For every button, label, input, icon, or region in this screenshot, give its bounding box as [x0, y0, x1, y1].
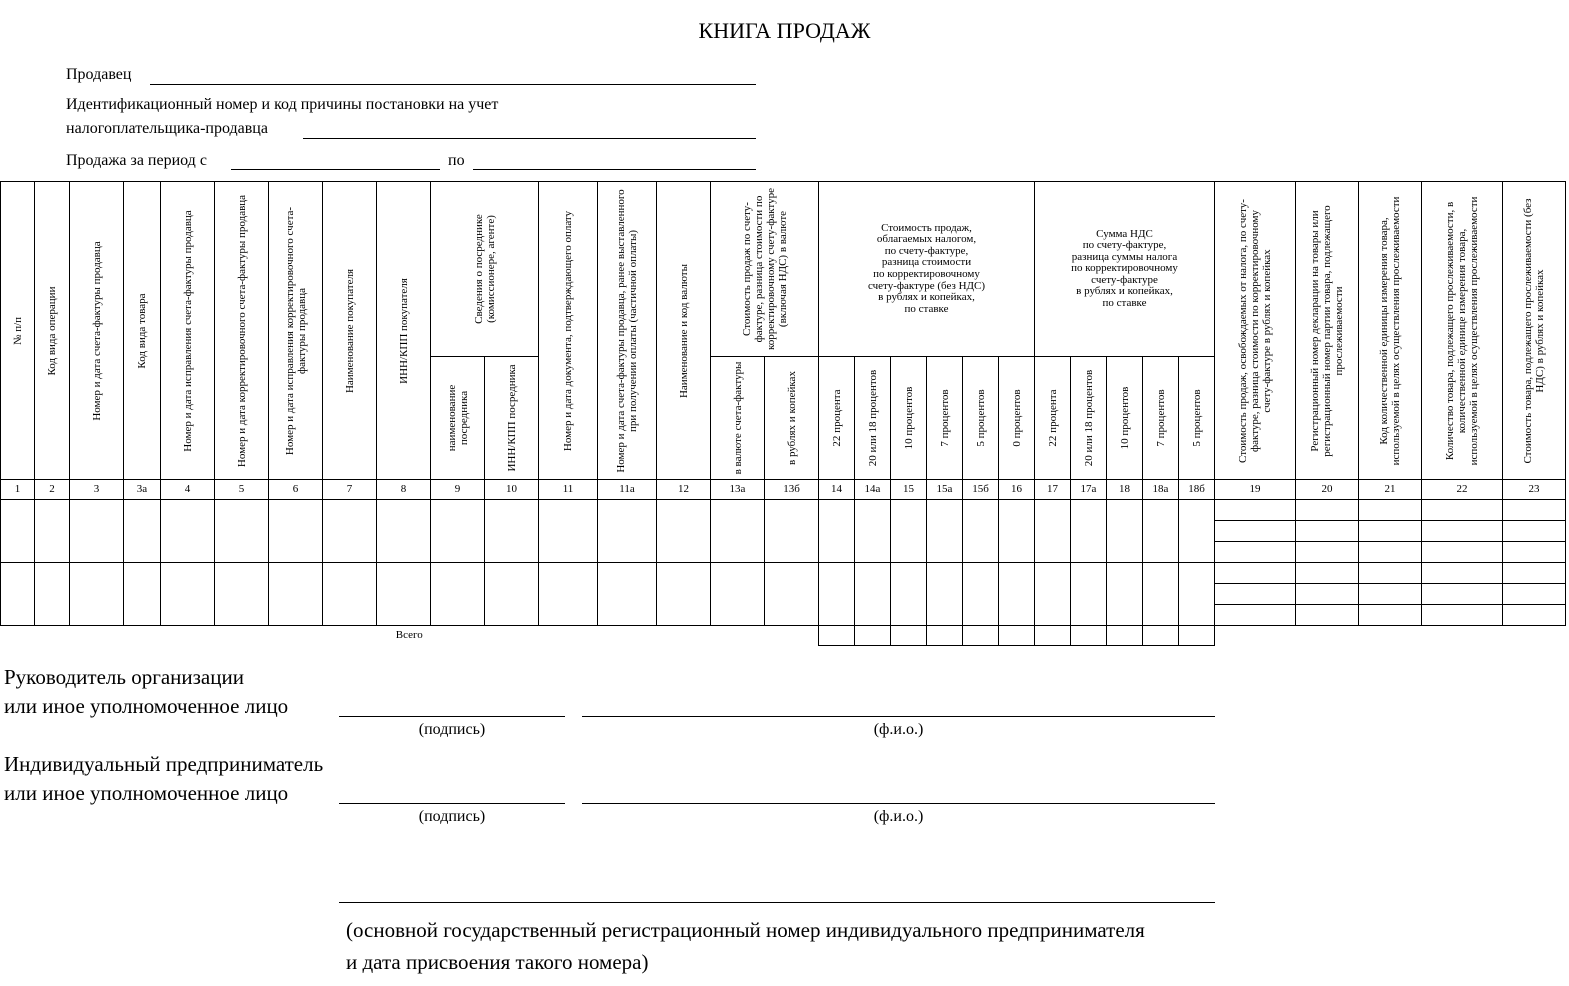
column-number-row [1, 480, 1566, 500]
table-cell[interactable] [70, 500, 124, 563]
column-number: 1 [1, 480, 35, 500]
total-cell[interactable] [1107, 626, 1143, 646]
table-cell[interactable] [1503, 542, 1566, 563]
total-label: Всего [1, 626, 819, 646]
period-label: Продажа за период с [66, 152, 207, 169]
header-value-rubles: в рублях и копейках [765, 357, 819, 480]
table-cell[interactable] [891, 500, 927, 563]
header-vat-7: 7 процентов [1143, 357, 1179, 480]
seller-label: Продавец [66, 66, 132, 83]
table-cell[interactable] [963, 563, 999, 626]
table-cell[interactable] [1215, 521, 1296, 542]
header-invoice-number-date: Номер и дата счета-фактуры продавца [70, 182, 124, 480]
ip-fio-caption: (ф.и.о.) [873, 808, 924, 825]
ip-signature-caption: (подпись) [418, 808, 486, 825]
header-sales-value-group: Стоимость продаж по счету-фактуре, разница стоимости по корректировочному счету-фактуре (включая НДС) в валюте [711, 182, 819, 357]
table-cell[interactable] [269, 500, 323, 563]
table-cell[interactable] [1107, 500, 1143, 563]
column-number: 13б [765, 480, 819, 500]
table-cell[interactable] [269, 563, 323, 626]
table-cell[interactable] [657, 563, 711, 626]
column-number: 15а [927, 480, 963, 500]
header-vat-22: 22 процента [1035, 357, 1071, 480]
column-number: 3а [124, 480, 161, 500]
table-cell[interactable] [1296, 500, 1359, 521]
header-taxable-20-18: 20 или 18 процентов [855, 357, 891, 480]
table-cell[interactable] [1143, 563, 1179, 626]
table-cell[interactable] [1215, 500, 1296, 521]
table-row [1, 500, 1566, 521]
column-number: 18 [1107, 480, 1143, 500]
column-number: 8 [377, 480, 431, 500]
column-number: 18а [1143, 480, 1179, 500]
table-cell[interactable] [1422, 542, 1503, 563]
period-to-field[interactable] [473, 169, 756, 170]
total-cell[interactable] [927, 626, 963, 646]
table-cell[interactable] [323, 563, 377, 626]
inn-field[interactable] [303, 138, 756, 139]
column-number: 19 [1215, 480, 1296, 500]
head-label-line2: или иное уполномоченное лицо [4, 694, 289, 718]
header-prepayment-invoice: Номер и дата счета-фактуры продавца, ранее выставленного при получении оплаты (частичной оплаты) [598, 182, 657, 480]
column-number: 10 [485, 480, 539, 500]
table-cell[interactable] [35, 500, 70, 563]
column-number: 23 [1503, 480, 1566, 500]
table-cell[interactable] [657, 500, 711, 563]
table-cell[interactable] [215, 500, 269, 563]
table-cell[interactable] [1, 563, 35, 626]
table-cell[interactable] [431, 563, 485, 626]
table-cell[interactable] [819, 563, 855, 626]
total-cell[interactable] [999, 626, 1035, 646]
table-cell[interactable] [598, 500, 657, 563]
header-taxable-10: 10 процентов [891, 357, 927, 480]
column-number: 21 [1359, 480, 1422, 500]
column-number: 20 [1296, 480, 1359, 500]
total-cell[interactable] [855, 626, 891, 646]
table-cell[interactable] [1, 500, 35, 563]
column-number: 3 [70, 480, 124, 500]
seller-field[interactable] [150, 84, 756, 85]
header-operation-code: Код вида операции [35, 182, 70, 480]
table-cell[interactable] [1359, 584, 1422, 605]
table-cell[interactable] [1359, 521, 1422, 542]
sales-book-table [0, 181, 1566, 646]
head-fio-field[interactable] [582, 716, 1215, 717]
header-vat-20-18: 20 или 18 процентов [1071, 357, 1107, 480]
table-cell[interactable] [598, 563, 657, 626]
header-traceable-value: Стоимость товара, подлежащего прослеживаемости (без НДС) в рублях и копейках [1503, 182, 1566, 480]
column-number: 18б [1179, 480, 1215, 500]
header-intermediary-inn: ИНН/КПП посредника [485, 357, 539, 480]
table-cell[interactable] [765, 563, 819, 626]
table-cell[interactable] [215, 563, 269, 626]
table-cell[interactable] [1143, 500, 1179, 563]
table-cell[interactable] [1215, 605, 1296, 626]
head-signature-caption: (подпись) [418, 721, 486, 738]
header-vat-10: 10 процентов [1107, 357, 1143, 480]
head-signature-field[interactable] [339, 716, 565, 717]
column-number: 14а [855, 480, 891, 500]
table-cell[interactable] [927, 500, 963, 563]
ip-fio-field[interactable] [582, 803, 1215, 804]
table-cell[interactable] [1359, 605, 1422, 626]
header-goods-type-code: Код вида товара [124, 182, 161, 480]
table-cell[interactable] [1359, 563, 1422, 584]
column-number: 15б [963, 480, 999, 500]
header-taxable-7: 7 процентов [927, 357, 963, 480]
table-cell[interactable] [1296, 563, 1359, 584]
column-number: 11 [539, 480, 598, 500]
total-cell[interactable] [963, 626, 999, 646]
table-cell[interactable] [124, 563, 161, 626]
column-number: 15 [891, 480, 927, 500]
table-cell[interactable] [485, 500, 539, 563]
total-cell[interactable] [1071, 626, 1107, 646]
column-number: 7 [323, 480, 377, 500]
table-cell[interactable] [819, 500, 855, 563]
column-number: 12 [657, 480, 711, 500]
table-cell[interactable] [855, 500, 891, 563]
column-number: 22 [1422, 480, 1503, 500]
header-exempt-sales: Стоимость продаж, освобождаемых от налога, по счету-фактуре, разница стоимости по корректировочному счету-фактуре в рублях и копейках [1215, 182, 1296, 480]
column-number: 4 [161, 480, 215, 500]
inn-label-line2: налогоплательщика-продавца [66, 120, 268, 137]
header-intermediary-name: наименование посредника [431, 357, 485, 480]
table-cell[interactable] [1179, 500, 1215, 563]
table-cell[interactable] [855, 563, 891, 626]
total-cell[interactable] [1179, 626, 1215, 646]
header-payment-document: Номер и дата документа, подтверждающего оплату [539, 182, 598, 480]
table-row [1, 563, 1566, 584]
total-cell[interactable] [1035, 626, 1071, 646]
table-cell[interactable] [377, 563, 431, 626]
header-taxable-22: 22 процента [819, 357, 855, 480]
header-declaration-number: Регистрационный номер декларации на товары или регистрационный номер партии товара, подлежащего прослеживаемости [1296, 182, 1359, 480]
table-cell[interactable] [891, 563, 927, 626]
ogrn-caption-line1: (основной государственный регистрационный номер индивидуального предпринимателя [346, 918, 1145, 942]
header-vat-amount-group: Сумма НДС по счету-фактуре, разница суммы налога по корректировочному счету-фактуре в рублях и копейках, по ставке [1035, 182, 1215, 357]
total-cell[interactable] [1143, 626, 1179, 646]
header-vat-5: 5 процентов [1179, 357, 1215, 480]
header-buyer-inn: ИНН/КПП покупателя [377, 182, 431, 480]
page-title: КНИГА ПРОДАЖ [698, 18, 871, 43]
column-number: 13а [711, 480, 765, 500]
table-cell[interactable] [377, 500, 431, 563]
column-number: 2 [35, 480, 70, 500]
table-cell[interactable] [1215, 584, 1296, 605]
table-cell[interactable] [1035, 563, 1071, 626]
table-cell[interactable] [1107, 563, 1143, 626]
total-row [1, 626, 1566, 646]
table-cell[interactable] [35, 563, 70, 626]
table-cell[interactable] [1422, 584, 1503, 605]
header-corrective-invoice: Номер и дата корректировочного счета-фактуры продавца [215, 182, 269, 480]
header-unit-code: Код количественной единицы измерения товара, используемой в целях осуществления прослеживаемости [1359, 182, 1422, 480]
table-cell[interactable] [1503, 500, 1566, 521]
ip-label-line2: или иное уполномоченное лицо [4, 781, 289, 805]
header-corrective-invoice-correction: Номер и дата исправления корректировочного счета-фактуры продавца [269, 182, 323, 480]
table-cell[interactable] [1503, 563, 1566, 584]
table-cell[interactable] [1296, 521, 1359, 542]
column-number: 17 [1035, 480, 1071, 500]
header-intermediary-group: Сведения о посреднике (комиссионере, агенте) [431, 182, 539, 357]
header-taxable-sales-group: Стоимость продаж, облагаемых налогом, по счету-фактуре, разница стоимости по корректировочному счету-фактуре (без НДС) в рублях и копейках, по ставке [819, 182, 1035, 357]
header-invoice-correction: Номер и дата исправления счета-фактуры продавца [161, 182, 215, 480]
ogrn-caption-line2: и дата присвоения такого номера) [346, 950, 649, 974]
column-number: 17а [1071, 480, 1107, 500]
ip-label-line1: Индивидуальный предприниматель [4, 752, 324, 776]
table-cell[interactable] [963, 500, 999, 563]
header-currency: Наименование и код валюты [657, 182, 711, 480]
header-value-invoice-currency: в валюте счета-фактуры [711, 357, 765, 480]
table-cell[interactable] [1422, 500, 1503, 521]
table-cell[interactable] [1359, 500, 1422, 521]
column-number: 14 [819, 480, 855, 500]
header-buyer-name: Наименование покупателя [323, 182, 377, 480]
table-cell[interactable] [1503, 605, 1566, 626]
ip-signature-field[interactable] [339, 803, 565, 804]
table-cell[interactable] [1215, 563, 1296, 584]
table-cell[interactable] [1359, 542, 1422, 563]
column-number: 5 [215, 480, 269, 500]
table-cell[interactable] [1422, 563, 1503, 584]
header-traceable-quantity: Количество товара, подлежащего прослеживаемости, в количественной единице измерения товара, используемой в целях осуществления прослеживаемости [1422, 182, 1503, 480]
table-cell[interactable] [1422, 521, 1503, 542]
table-cell[interactable] [1071, 500, 1107, 563]
inn-label-line1: Идентификационный номер и код причины постановки на учет [66, 96, 499, 113]
table-cell[interactable] [70, 563, 124, 626]
table-cell[interactable] [927, 563, 963, 626]
table-cell[interactable] [539, 500, 598, 563]
table-cell[interactable] [1422, 605, 1503, 626]
head-label-line1: Руководитель организации [4, 665, 244, 689]
table-cell[interactable] [1296, 605, 1359, 626]
table-cell[interactable] [999, 563, 1035, 626]
table-cell[interactable] [1215, 542, 1296, 563]
table-cell[interactable] [765, 500, 819, 563]
column-number: 11а [598, 480, 657, 500]
table-cell[interactable] [711, 500, 765, 563]
table-cell[interactable] [1503, 584, 1566, 605]
column-number: 16 [999, 480, 1035, 500]
header-taxable-5: 5 процентов [963, 357, 999, 480]
table-cell[interactable] [161, 563, 215, 626]
period-from-field[interactable] [231, 169, 440, 170]
head-fio-caption: (ф.и.о.) [873, 721, 924, 738]
total-cell[interactable] [891, 626, 927, 646]
table-cell[interactable] [431, 500, 485, 563]
table-cell[interactable] [999, 500, 1035, 563]
table-cell[interactable] [1071, 563, 1107, 626]
column-number: 9 [431, 480, 485, 500]
table-cell[interactable] [1503, 521, 1566, 542]
table-cell[interactable] [539, 563, 598, 626]
period-to-label: по [448, 152, 465, 169]
table-cell[interactable] [323, 500, 377, 563]
header-taxable-0: 0 процентов [999, 357, 1035, 480]
table-cell[interactable] [485, 563, 539, 626]
table-cell[interactable] [1035, 500, 1071, 563]
table-cell[interactable] [161, 500, 215, 563]
table-cell[interactable] [1296, 584, 1359, 605]
table-cell[interactable] [1179, 563, 1215, 626]
column-number: 6 [269, 480, 323, 500]
header-row-number: № п/п [1, 182, 35, 480]
ogrn-field[interactable] [339, 902, 1215, 903]
table-cell[interactable] [711, 563, 765, 626]
table-cell[interactable] [124, 500, 161, 563]
table-cell[interactable] [1296, 542, 1359, 563]
total-cell[interactable] [819, 626, 855, 646]
